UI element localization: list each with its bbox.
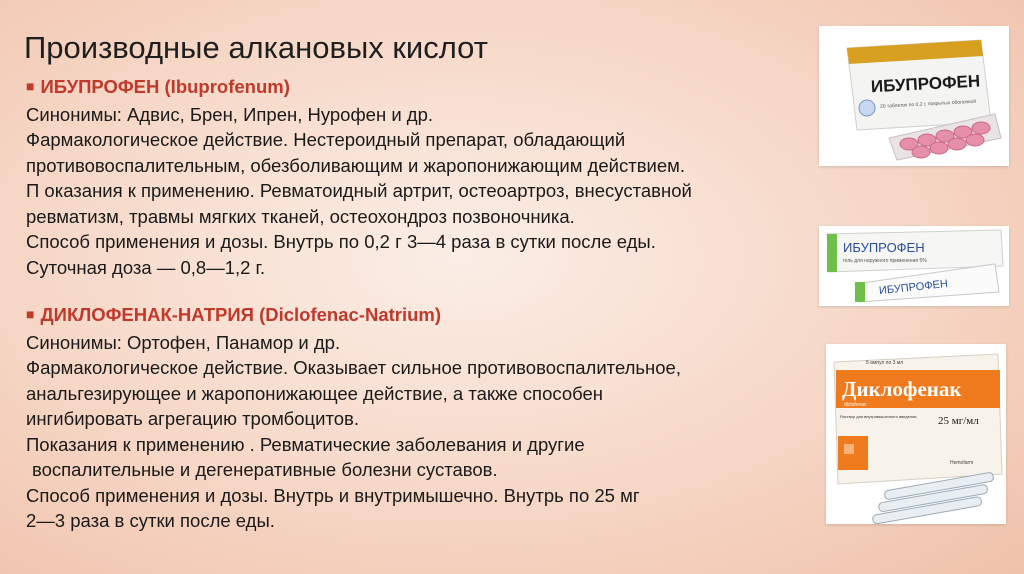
page-title: Производные алкановых кислот bbox=[24, 30, 488, 65]
diclofenac-brand: Диклофенак bbox=[842, 377, 962, 401]
diclofenac-subtext: Раствор для внутримышечного введения bbox=[840, 414, 917, 419]
indications-line: воспалительные и дегенеративные болезни суставов. bbox=[32, 459, 498, 480]
bullet-icon: ■ bbox=[26, 306, 35, 322]
gel-box-brand: ИБУПРОФЕН bbox=[843, 240, 925, 255]
gel-box-subtext: гель для наружного применения 5% bbox=[843, 258, 927, 264]
ibuprofen-tablets-photo bbox=[819, 26, 1009, 166]
ibuprofen-box-subtext: 20 таблеток по 0,2 г, покрытых оболочкой bbox=[879, 98, 977, 110]
synonyms-line: Синонимы: Адвис, Брен, Ипрен, Нурофен и др. bbox=[26, 103, 434, 125]
section-heading-diclofenac: ■ ДИКЛОФЕНАК-НАТРИЯ (Diclofenac-Natrium) bbox=[26, 304, 442, 325]
pharmacology-line: Фармакологическое действие. Нестероидный препарат, обладающий bbox=[26, 129, 626, 150]
indications-line: П оказания к применению. Ревматоидный артрит, остеоартроз, внесуставной bbox=[26, 180, 692, 201]
indications-line: ревматизм, травмы мягких тканей, остеохондроз позвоночника. bbox=[26, 205, 575, 227]
slide-body bbox=[26, 74, 826, 534]
synonyms-line: Синонимы: Ортофен, Панамор и др. bbox=[26, 331, 341, 353]
daily-dose-line: Суточная доза — 0,8—1,2 г. bbox=[26, 256, 266, 278]
diclofenac-dose: 25 мг/мл bbox=[938, 415, 979, 427]
gel-tube-brand: ИБУПРОФЕН bbox=[878, 278, 949, 298]
diclofenac-maker: Hemofarm bbox=[950, 460, 974, 466]
pharmacology-line: ингибировать агрегацию тромбоцитов. bbox=[26, 408, 359, 429]
dosage-line: Способ применения и дозы. Внутрь и внутримышечно. Внутрь по 25 мг bbox=[26, 484, 640, 506]
pharmacology-line: Фармакологическое действие. Оказывает сильное противовоспалительное, bbox=[26, 357, 681, 378]
ibuprofen-gel-photo bbox=[819, 226, 1009, 306]
bullet-icon: ■ bbox=[26, 78, 35, 94]
pharmacology-line: анальгезирующее и жаропонижающее действие, а также способен bbox=[26, 382, 603, 404]
diclofenac-latin: diclofenac bbox=[844, 402, 867, 408]
dosage-line: 2—3 раза в сутки после еды. bbox=[26, 510, 275, 531]
dosage-line: Способ применения и дозы. Внутрь по 0,2 г 3—4 раза в сутки после еды. bbox=[26, 231, 656, 252]
diclofenac-top-label: 5 ампул по 3 мл bbox=[866, 360, 904, 366]
diclofenac-box-photo bbox=[826, 344, 1006, 524]
section-heading-ibuprofen: ■ ИБУПРОФЕН (Ibuprofenum) bbox=[26, 76, 290, 97]
indications-line: Показания к применению . Ревматические заболевания и другие bbox=[26, 433, 585, 455]
ibuprofen-box-brand: ИБУПРОФЕН bbox=[870, 71, 981, 97]
pharmacology-line: противовоспалительным, обезболивающим и жаропонижающим действием. bbox=[26, 154, 685, 176]
